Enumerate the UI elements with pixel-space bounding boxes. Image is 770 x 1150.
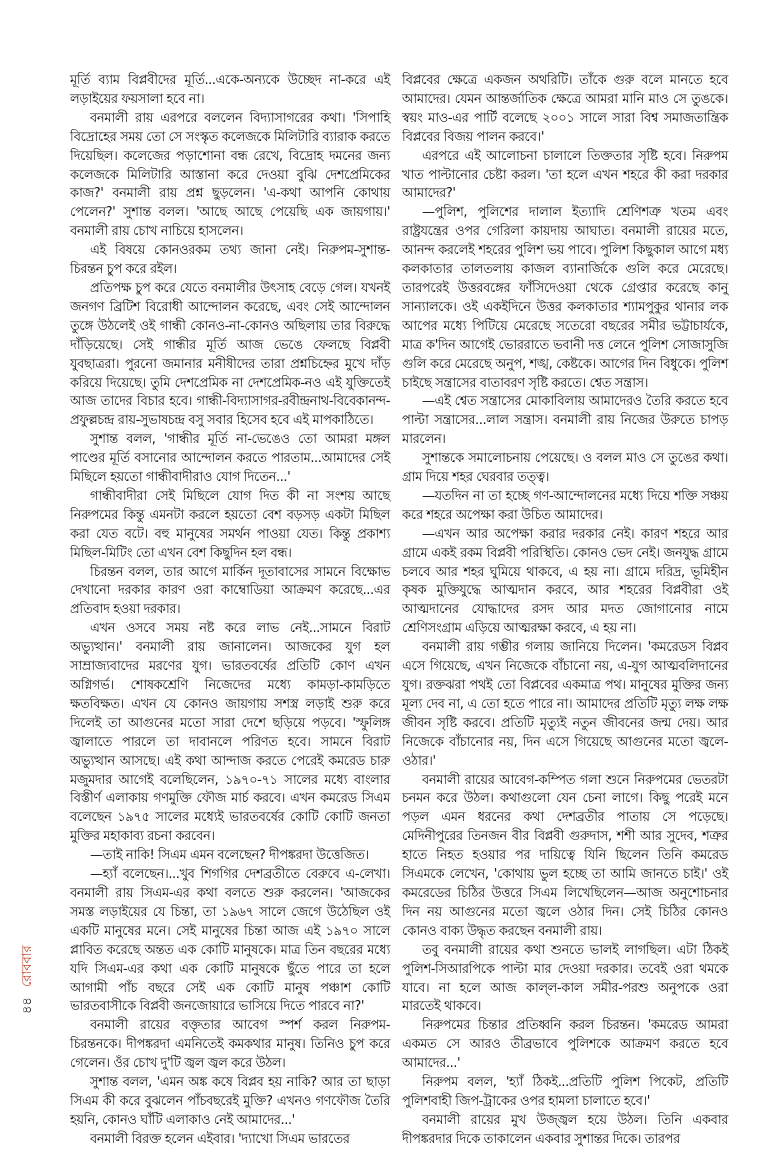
paragraph: সুশান্তকে সমালোচনায় পেয়েছে। ও বলল মাও সে তুঙের কথা। গ্রাম দিয়ে শহর ঘেরবার তত্ত্ব। bbox=[402, 451, 728, 486]
left-text-column bbox=[70, 72, 390, 1147]
paragraph: বনমালী রায় গম্ভীর গলায় জানিয়ে দিলেন। 'কমরেডস বিপ্লব এসে গিয়েছে, এখন নিজেকে বাঁচানো নয়, এ-যুগ আত্মবলিদানের যুগ। রক্তঝরা পথই তো বিপ্লবের একমাত্র পথ। মানুষের মুক্তির জন্য মূল্য দেব না, এ তো হতে পারে না। আমাদের প্রতিটি মৃত্যু লক্ষ লক্ষ জীবন সৃষ্টি করবে। প্রতিটি মৃত্যুই নতুন জীবনের জন্ম দেয়। আর নিজেকে বাঁচানোর নয়, দিন এসে গিয়েছে আগুনের মতো জ্বলে-ওঠার।' bbox=[402, 640, 728, 769]
paragraph: এরপরে এই আলোচনা চালালে তিক্ততার সৃষ্টি হবে। নিরুপম খাত পাল্টানোর চেষ্টা করল। 'তা হলে এখন শহরে কী করা দরকার আমাদের?' bbox=[402, 148, 728, 202]
paragraph: এখন ওসবে সময় নষ্ট করে লাভ নেই...সামনে বিরাট অভ্যুত্থান।' বনমালী রায় জানালেন। আজকের যুগ হল সাম্রাজ্যবাদের মরণের যুগ। ভারতবর্ষের প্রতিটি কোণ এখন অগ্নিগর্ভ। শোষকশ্রেণি নিজেদের মধ্যে কামড়া-কামড়িতে ক্ষতবিক্ষত। এখন যে কোনও জায়গায় সশস্ত্র লড়াই শুরু করে দিলেই তা আগুনের মতো সারা দেশে ছড়িয়ে পড়বে। 'স্ফুলিঙ্গ জ্বালাতে পারলে তা দাবানলে পরিণত হবে। সামনে বিরাট অভ্যুত্থান আসছে। এই কথা আন্দাজ করতে পেরেই কমরেড চারু মজুমদার আগেই বলেছিলেন, ১৯৭০-৭১ সালের মধ্যে বাংলার বিস্তীর্ণ এলাকায় গণমুক্তি ফৌজ মার্চ করবে। এখন কমরেড সিএম বলেছেন ১৯৭৫ সালের মধ্যেই ভারতবর্ষের কোটি কোটি জনতা মুক্তির মহাকাব্য রচনা করবেন। bbox=[70, 621, 390, 845]
paragraph: —এই শ্বেত সন্ত্রাসের মোকাবিলায় আমাদেরও তৈরি করতে হবে পাল্টা সন্ত্রাসের...লাল সন্ত্রাস। বনমালী রায় নিজের উরুতে চাপড় মারলেন। bbox=[402, 394, 728, 448]
paragraph: বনমালী রায়ের বক্তৃতার আবেগ স্পর্শ করল নিরুপম-চিরন্তনকে। দীপঙ্করদা এমনিতেই কমকথার মানুষ। তিনিও চুপ করে গেলেন। ওঁর চোখ দু'টি জ্বল জ্বল করে উঠল। bbox=[70, 1018, 390, 1072]
paragraph: নিরুপমের চিন্তার প্রতিধ্বনি করল চিরন্তন। 'কমরেড আমরা একমত সে আরও তীব্রভাবে পুলিশকে আক্রমণ করতে হবে আমাদের...' bbox=[402, 1018, 728, 1072]
paragraph: বনমালী রায় এরপরে বললেন বিদ্যাসাগরের কথা। 'সিপাহি বিদ্রোহের সময় তো সে সংস্কৃত কলেজকে মিলিটারি ব্যারাক করতে দিয়েছিল। কলেজের পড়াশোনা বন্ধ রেখে, বিদ্রোহ দমনের জন্য কলেজকে মিলিটারি আস্তানা করে দেওয়া বুঝি দেশপ্রেমিকের কাজ?' বনমালী রায় প্রশ্ন ছুড়লেন। 'এ-কথা আপনি কোথায় পেলেন?' সুশান্ত বলল। 'আছে আছে পেয়েছি এক জায়গায়।' বনমালী রায় চোখ নাচিয়ে হাসলেন। bbox=[70, 110, 390, 240]
paragraph: —তাই নাকি! সিএম এমন বলেছেন? দীপঙ্করদা উত্তেজিত। bbox=[90, 848, 369, 864]
paragraph: —পুলিশ, পুলিশের দালাল ইত্যাদি শ্রেণিশত্রু খতম এবং রাষ্ট্রযন্ত্রের ওপর গেরিলা কায়দায় আঘাত। বনমালী রায়ের মতে, আনন্দ করলেই শহরের পুলিশ ভয় পাবে। পুলিশ কিছুকাল আগে মধ্য কলকাতার তালতলায় কাজল ব্যানার্জিকে গুলি করে মেরেছে। তারপরেই উত্তরবঙ্গের ফাঁসিদেওয়া থেকে গ্রেপ্তার করেছে কানু সান্যালকে। ওই একইদিনে উত্তর কলকাতার শ্যামপুকুর থানার লক আপের মধ্যে পিটিয়ে মেরেছে সতেরো বছরের সমীর ভট্টাচার্যকে, মাত্র ক'দিন আগেই ভোররাতে ভবানী দত্ত লেনে পুলিশ সোজাসুজি গুলি করে মেরেছে অনুপ, শঙ্খ, কেষ্টকে। আগের দিন বিধুকে। পুলিশ চাইছে সন্ত্রাসের বাতাবরণ সৃষ্টি করতে। শ্বেত সন্ত্রাস। bbox=[402, 205, 728, 391]
paragraph: প্রতিপক্ষ চুপ করে যেতে বনমালীর উৎসাহ বেড়ে গেল। যখনই জনগণ ব্রিটিশ বিরোধী আন্দোলন করেছে, এবং সেই আন্দোলন তুঙ্গে উঠলেই ওই গান্ধী কোনও-না-কোনও অছিলায় তার বিরুদ্ধে দাঁড়িয়েছে। সেই গান্ধীর মূর্তি আজ ভেঙে ফেলছে বিপ্লবী যুবছাত্ররা। পুরনো জমানার মনীষীদের তারা প্রশ্নচিহ্নের মুখে দাঁড় করিয়ে দিয়েছে। তুমি দেশপ্রেমিক না দেশপ্রেমিক-নও এই যুক্তিতেই আজ তাদের বিচার হবে। গান্ধী-বিদ্যাসাগর-রবীন্দ্রনাথ-বিবেকানন্দ-প্রফুল্লচন্দ্র রায়-সুভাষচন্দ্র বসু সবার হিসেব হবে এই মাপকাঠিতে। bbox=[70, 280, 390, 429]
paragraph: বনমালী বিরক্ত হলেন এইবার। 'দ্যাখো সিএম ভারতের bbox=[90, 1131, 350, 1147]
paragraph: বনমালী রায়ের মুখ উজ্জ্বল হয়ে উঠল। তিনি একবার দীপঙ্করদার দিকে তাকালেন একবার সুশান্তর দিকে। তারপর bbox=[402, 1112, 728, 1147]
paragraph: —যতদিন না তা হচ্ছে গণ-আন্দোলনের মধ্যে দিয়ে শক্তি সঞ্চয় করে শহরে অপেক্ষা করা উচিত আমাদের। bbox=[402, 488, 728, 523]
right-text-column bbox=[402, 72, 728, 1147]
page-number: ৪৪ bbox=[20, 997, 35, 1014]
paragraph: এই বিষয়ে কোনওরকম তথ্য জানা নেই। নিরুপম-সুশান্ত-চিরন্তন চুপ করে রইল। bbox=[70, 243, 390, 278]
paragraph: চিরন্তন বলল, তার আগে মার্কিন দূতাবাসের সামনে বিক্ষোভ দেখানো দরকার কারণ ওরা কাম্বোডিয়া আক্রমণ করেছে...এর প্রতিবাদ হওয়া দরকার। bbox=[70, 564, 390, 618]
paragraph: বিপ্লবের ক্ষেত্রে একজন অথরিটি। তাঁকে গুরু বলে মানতে হবে আমাদের। যেমন আন্তর্জাতিক ক্ষেত্রে আমরা মানি মাও সে তুঙকে। স্বয়ং মাও-এর পার্টি বলেছে ২০০১ সালে সারা বিশ্ব সমাজতান্ত্রিক বিপ্লবের বিজয় পালন করবে।' bbox=[402, 73, 728, 145]
magazine-name: রোববার bbox=[20, 945, 35, 987]
paragraph: সুশান্ত বলল, 'গান্ধীর মূর্তি না-ভেঙেও তো আমরা মঙ্গল পাণ্ডের মূর্তি বসানোর আন্দোলন করতে পারতাম...আমাদের সেই মিছিলে হয়তো গান্ধীবাদীরাও যোগ দিতেন...' bbox=[70, 432, 390, 486]
paragraph: নিরুপম বলল, 'হ্যাঁ ঠিকই...প্রতিটি পুলিশ পিকেট, প্রতিটি পুলিশবাহী জিপ-ট্রাকের ওপর হামলা চালাতে হবে।' bbox=[402, 1075, 728, 1109]
paragraph: —এখন আর অপেক্ষা করার দরকার নেই। কারণ শহরে আর গ্রামে একই রকম বিপ্লবী পরিস্থিতি। কোনও ভেদ নেই। জনযুদ্ধ গ্রামে চলবে আর শহর ঘুমিয়ে থাকবে, এ হয় না। গ্রামে দরিদ্র, ভূমিহীন কৃষক মুক্তিযুদ্ধে আত্মদান করবে, আর শহরের বিপ্লবীরা ওই আত্মদানের যোদ্ধাদের রসদ আর মদত জোগানোর নামে শ্রেণিসংগ্রাম এড়িয়ে আত্মরক্ষা করবে, এ হয় না। bbox=[402, 526, 728, 637]
paragraph: সুশান্ত বলল, 'এমন অঙ্ক কষে বিপ্লব হয় নাকি? আর তা ছাড়া সিএম কী করে বুঝলেন পাঁচবছরেই মুক্তি? এখনও গণফৌজ তৈরি হয়নি, কোনও ঘাঁটি এলাকাও নেই আমাদের...' bbox=[70, 1075, 390, 1128]
paragraph: মূর্তি ব্যাম বিপ্লবীদের মূর্তি...একে-অন্যকে উচ্ছেদ না-করে এই লড়াইয়ের ফয়সালা হবে না। bbox=[70, 73, 390, 107]
paragraph: তবু বনমালী রায়ের কথা শুনতে ভালই লাগছিল। এটা ঠিকই পুলিশ-সিআরপিকে পাল্টা মার দেওয়া দরকার। তবেই ওরা থমকে যাবে। না হলে আজ কাল্‌ল-কাল সমীর-পরশু অনুপকে ওরা মারতেই থাকবে। bbox=[402, 942, 728, 1015]
paragraph: গান্ধীবাদীরা সেই মিছিলে যোগ দিত কী না সংশয় আছে নিরুপমের কিন্তু এমনটা করলে হয়তো বেশ বড়সড় একটা মিছিল করা যেত বটে। বহু মানুষের সমর্থন পাওয়া যেত। কিন্তু প্রকাশ্য মিছিল-মিটিং তো এখন বেশ কিছুদিন হল বন্ধ। bbox=[70, 488, 390, 561]
page-folio bbox=[20, 945, 36, 1014]
paragraph: বনমালী রায়ের আবেগ-কম্পিত গলা শুনে নিরুপমের ভেতরটা চনমন করে উঠল। কথাগুলো যেন চেনা লাগে। কিছু পরেই মনে পড়ল এমন ধরনের কথা দেশব্রতীর পাতায় সে পড়েছে। মেদিনীপুরের তিনজন বীর বিপ্লবী গুরুদাস, শশী আর সুদেব, শত্রুর হাতে নিহত হওয়ার পর দায়িত্বে যিনি ছিলেন তিনি কমরেড সিএমকে লেখেন, 'কোথায় ভুল হচ্ছে তা আমি জানতে চাই।' ওই কমরেডের চিঠির উত্তরে সিএম লিখেছিলেন—আজ অনুশোচনার দিন নয় আগুনের মতো জ্বলে ওঠার দিন। সেই চিঠির কোনও কোনও বাক্য উদ্ধৃত করছেন বনমালী রায়। bbox=[402, 772, 728, 939]
paragraph: —হ্যাঁ বলেছেন।...খুব শিগগির দেশব্রতীতে বেরুবে এ-লেখা। বনমালী রায় সিএম-এর কথা বলতে শুরু করলেন। 'আজকের সমস্ত লড়াইয়ের যে চিন্তা, তা ১৯৬৭ সালে জেগে উঠেছিল ওই একটি মানুষের মনে। সেই মানুষের চিন্তা আজ এই ১৯৭০ সালে প্লাবিত করেছে অন্তত এক কোটি মানুষকে। মাত্র তিন বছরের মধ্যে যদি সিএম-এর কথা এক কোটি মানুষকে ছুঁতে পারে তা হলে আগামী পাঁচ বছরে সেই এক কোটি মানুষ পঞ্চাশ কোটি ভারতবাসীকে বিপ্লবী জনজোয়ারে ভাসিয়ে দিতে পারবে না?' bbox=[70, 867, 390, 1015]
